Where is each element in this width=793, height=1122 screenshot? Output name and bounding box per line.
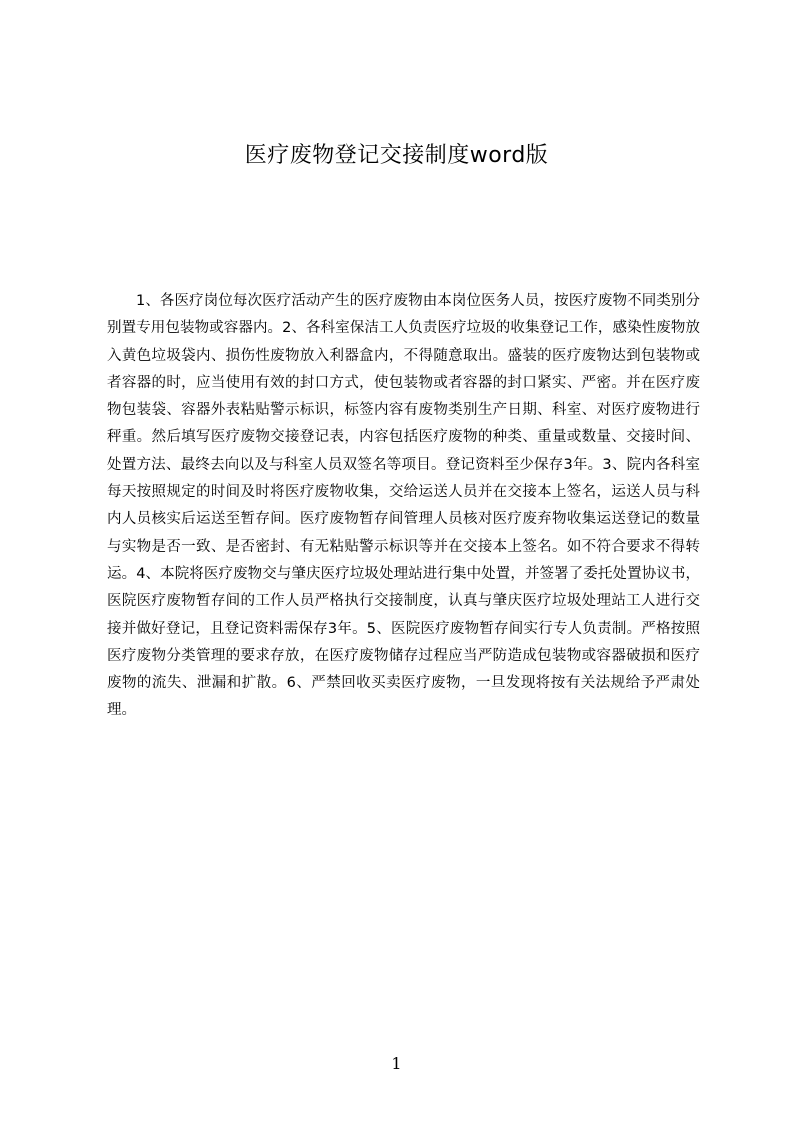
document-title: 医疗废物登记交接制度word版	[244, 143, 549, 168]
document-body-paragraph: 1、各医疗岗位每次医疗活动产生的医疗废物由本岗位医务人员，按医疗废物不同类别分别置专用包装物或容器内。2、各科室保洁工人负责医疗垃圾的收集登记工作，感染性废物放入黄色垃圾袋内、损伤性废物放入利器盒内，不得随意取出。盛装的医疗废物达到包装物或者容器的时，应当使用有效的封口方式，使包装物或者容器的封口紧实、严密。并在医疗废物包装袋、容器外表粘贴警示标识，标签内容有废物类别生产日期、科室、对医疗废物进行秤重。然后填写医疗废物交接登记表，内容包括医疗废物的种类、重量或数量、交接时间、处置方法、最终去向以及与科室人员双签名等项目。登记资料至少保存3年。3、院内各科室每天按照规定的时间及时将医疗废物收集，交给运送人员并在交接本上签名，运送人员与科内人员核实后运送至暂存间。医疗废物暂存间管理人员核对医疗废弃物收集运送登记的数量与实物是否一致、是否密封、有无粘贴警示标识等并在交接本上签名。如不符合要求不得转运。4、本院将医疗废物交与肇庆医疗垃圾处理站进行集中处置，并签署了委托处置协议书，医院医疗废物暂存间的工作人员严格执行交接制度，认真与肇庆医疗垃圾处理站工人进行交接并做好登记，且登记资料需保存3年。5、医院医疗废物暂存间实行专人负责制。严格按照医疗废物分类管理的要求存放，在医疗废物储存过程应当严防造成包装物或容器破损和医疗废物的流失、泄漏和扩散。6、严禁回收买卖医疗废物，一旦发现将按有关法规给予严肃处理。	[107, 293, 700, 719]
page-number: 1	[391, 1054, 402, 1073]
